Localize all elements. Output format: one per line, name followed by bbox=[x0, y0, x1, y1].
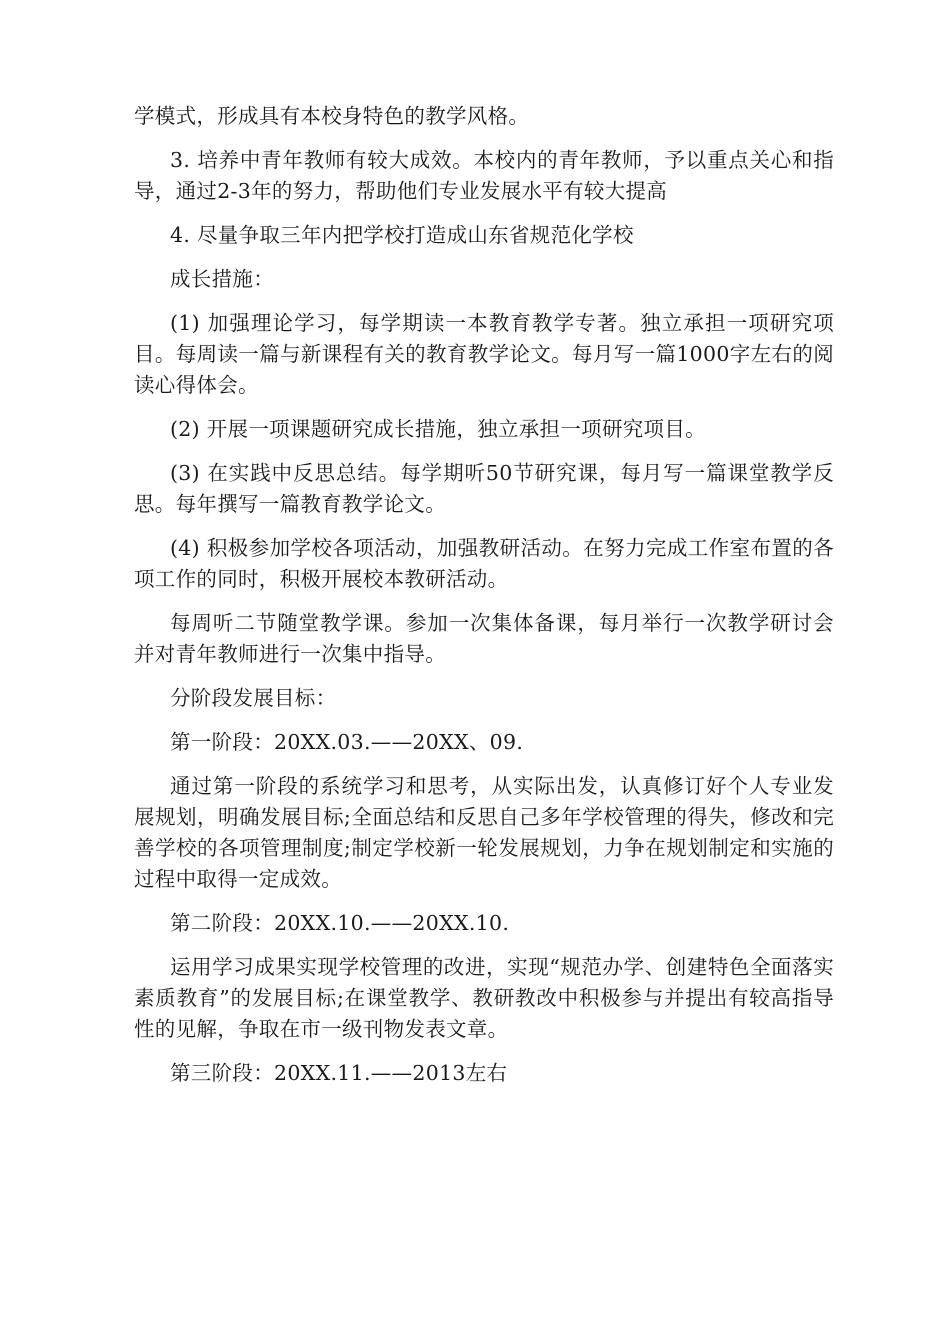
paragraph-weekly-activities: 每周听二节随堂教学课。参加一次集体备课，每月举行一次教学研讨会并对青年教师进行一次集中指导。 bbox=[134, 611, 834, 666]
paragraph-goal-3: 3. 培养中青年教师有较大成效。本校内的青年教师，予以重点关心和指导，通过2-3年的努力，帮助他们专业发展水平有较大提高 bbox=[134, 148, 834, 203]
paragraph-measure-3: (3) 在实践中反思总结。每学期听50节研究课，每月写一篇课堂教学反思。每年撰写一篇教育教学论文。 bbox=[134, 461, 834, 516]
heading-stage-2: 第二阶段：20XX.10.——20XX.10. bbox=[170, 911, 510, 935]
paragraph-teaching-style: 学模式，形成具有本校身特色的教学风格。 bbox=[134, 104, 530, 128]
paragraph-measure-4: (4) 积极参加学校各项活动，加强教研活动。在努力完成工作室布置的各项工作的同时，积极开展校本教研活动。 bbox=[134, 536, 834, 591]
document-body bbox=[134, 101, 834, 1102]
paragraph-stage-2: 运用学习成果实现学校管理的改进，实现“规范办学、创建特色全面落实素质教育”的发展目标;在课堂教学、教研教改中积极参与并提出有较高指导性的见解，争取在市一级刊物发表文章。 bbox=[134, 955, 834, 1041]
heading-stage-3: 第三阶段：20XX.11.——2013左右 bbox=[170, 1061, 508, 1085]
heading-stage-goals: 分阶段发展目标： bbox=[170, 686, 337, 710]
paragraph-measure-2: (2) 开展一项课题研究成长措施，独立承担一项研究项目。 bbox=[170, 417, 706, 441]
paragraph-goal-4: 4. 尽量争取三年内把学校打造成山东省规范化学校 bbox=[170, 223, 634, 247]
paragraph-stage-1: 通过第一阶段的系统学习和思考，从实际出发，认真修订好个人专业发展规划，明确发展目标;全面总结和反思自己多年学校管理的得失，修改和完善学校的各项管理制度;制定学校新一轮发展规划，力争在规划制定和实施的过程中取得一定成效。 bbox=[134, 774, 834, 891]
heading-stage-1: 第一阶段：20XX.03.——20XX、09. bbox=[170, 730, 524, 754]
heading-growth-measures: 成长措施： bbox=[170, 267, 274, 291]
paragraph-measure-1: (1) 加强理论学习，每学期读一本教育教学专著。独立承担一项研究项目。每周读一篇与新课程有关的教育教学论文。每月写一篇1000字左右的阅读心得体会。 bbox=[134, 311, 834, 397]
